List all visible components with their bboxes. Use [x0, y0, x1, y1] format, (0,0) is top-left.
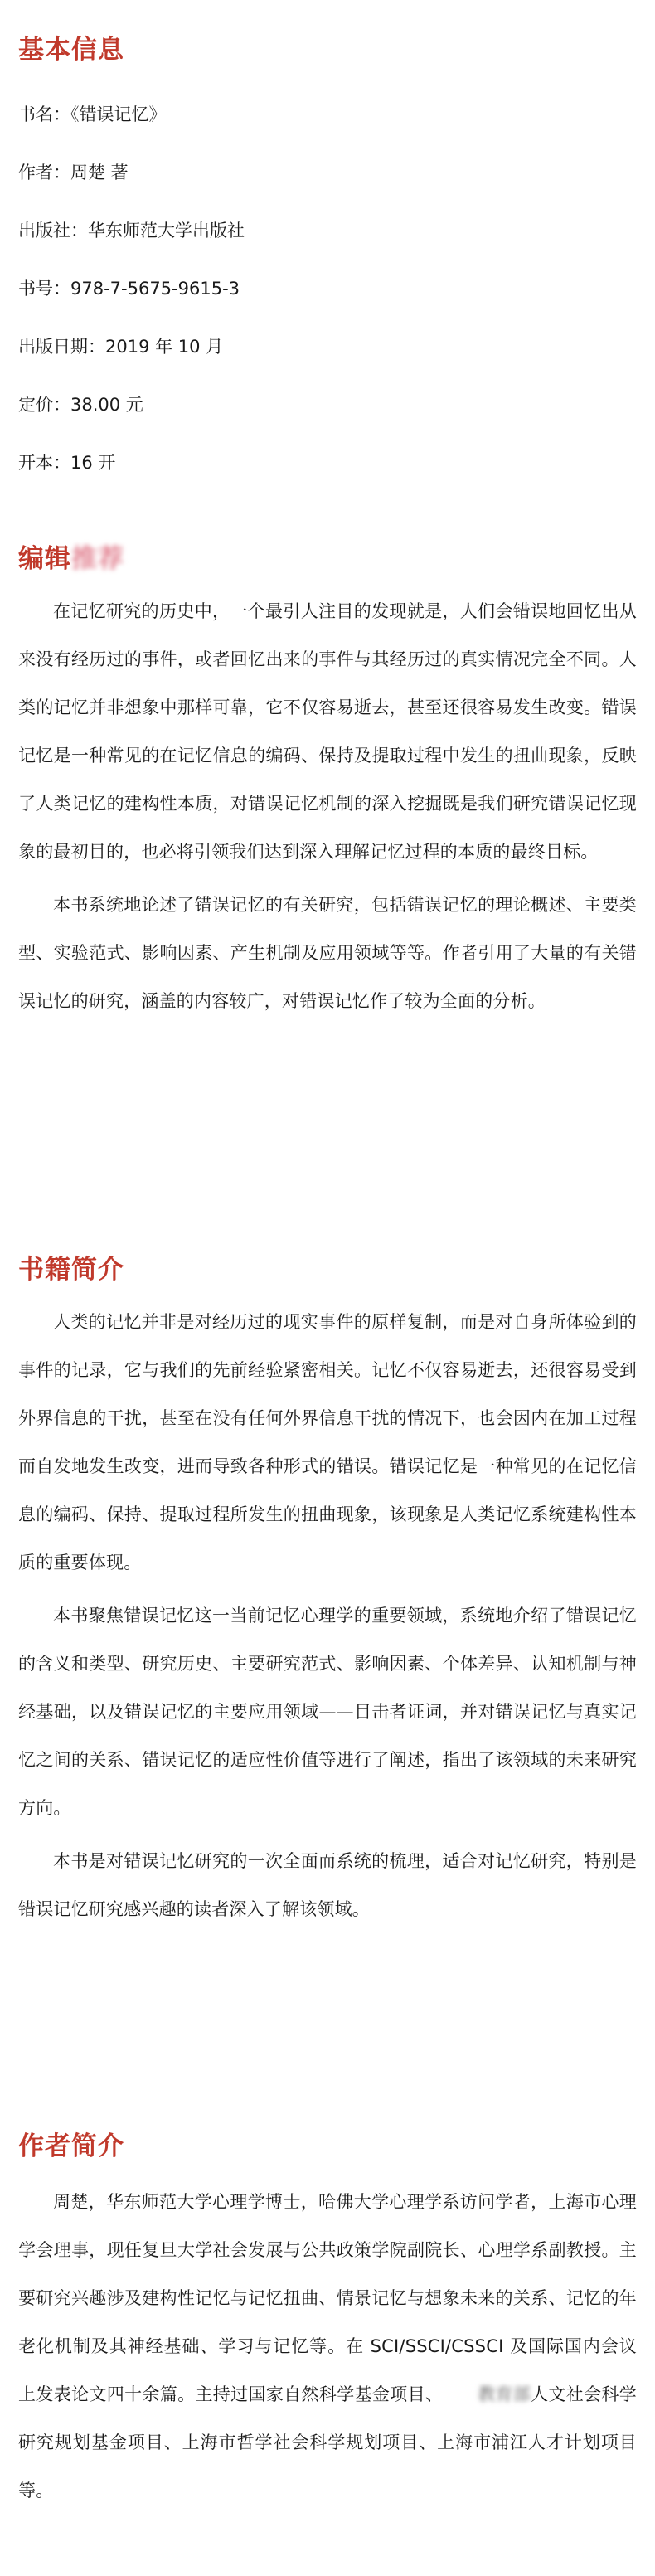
- author-section: [18, 2130, 637, 2520]
- author-text-part2: 人文社会科学研究规划基金项目、上海市哲学社会科学规划项目、上海市浦江人才计划项目等。: [18, 2384, 637, 2501]
- author-title: 作者简介: [18, 2131, 124, 2161]
- author-text-blurred: 教育部: [478, 2384, 531, 2404]
- summary-paragraph: 本书聚焦错误记忆这一当前记忆心理学的重要领域，系统地介绍了错误记忆的含义和类型、研究历史、主要研究范式、影响因素、个体差异、认知机制与神经基础，以及错误记忆的主要应用领域——目击者证词，并对错误记忆与真实记忆之间的关系、错误记忆的适应性价值等进行了阐述，指出了该领域的未来研究方向。: [18, 1606, 637, 1818]
- info-publisher: 出版社：华东师范大学出版社: [18, 221, 245, 241]
- info-isbn: 书号：978-7-5675-9615-3: [18, 279, 240, 299]
- summary-title: 书籍简介: [18, 1255, 124, 1285]
- editor-title: [18, 542, 637, 576]
- editor-title-text: 编辑: [18, 544, 71, 574]
- summary-section: [18, 1253, 637, 1938]
- editor-section: [18, 542, 637, 1030]
- info-format: 开本：16 开: [18, 453, 116, 473]
- info-price: 定价：38.00 元: [18, 395, 143, 415]
- summary-paragraph: 本书是对错误记忆研究的一次全面而系统的梳理，适合对记忆研究，特别是错误记忆研究感兴趣的读者深入了解该领域。: [18, 1851, 637, 1919]
- editor-title-blurred: 推荐: [71, 544, 124, 574]
- author-paragraph: [18, 2178, 637, 2515]
- info-pub-date: 出版日期：2019 年 10 月: [18, 337, 224, 357]
- editor-paragraph: 在记忆研究的历史中，一个最引人注目的发现就是，人们会错误地回忆出从来没有经历过的事件，或者回忆出来的事件与其经历过的真实情况完全不同。人类的记忆并非想象中那样可靠，它不仅容易逝去，甚至还很容易发生改变。错误记忆是一种常见的在记忆信息的编码、保持及提取过程中发生的扭曲现象，反映了人类记忆的建构性本质，对错误记忆机制的深入挖掘既是我们研究错误记忆现象的最初目的，也必将引领我们达到深入理解记忆过程的本质的最终目标。: [18, 601, 637, 862]
- summary-paragraph: 人类的记忆并非是对经历过的现实事件的原样复制，而是对自身所体验到的事件的记录，它与我们的先前经验紧密相关。记忆不仅容易逝去，还很容易受到外界信息的干扰，甚至在没有任何外界信息干扰的情况下，也会因内在加工过程而自发地发生改变，进而导致各种形式的错误。错误记忆是一种常见的在记忆信息的编码、保持、提取过程所发生的扭曲现象，该现象是人类记忆系统建构性本质的重要体现。: [18, 1312, 637, 1572]
- author-text-part1: 周楚，华东师范大学心理学博士，哈佛大学心理学系访问学者，上海市心理学会理事，现任复旦大学社会发展与公共政策学院副院长、心理学系副教授。主要研究兴趣涉及建构性记忆与记忆扭曲、情景记忆与想象未来的关系、记忆的年老化机制及其神经基础、学习与记忆等。在 SCI/SSCI/CSSCI 及国际国内会议上发表论文四十余篇。主持过国家自然科学基金项目、: [18, 2192, 637, 2404]
- editor-paragraph: 本书系统地论述了错误记忆的有关研究，包括错误记忆的理论概述、主要类型、实验范式、影响因素、产生机制及应用领域等等。作者引用了大量的有关错误记忆的研究，涵盖的内容较广，对错误记忆作了较为全面的分析。: [18, 895, 637, 1011]
- basic-info-section: [18, 33, 637, 509]
- basic-info-title: 基本信息: [18, 35, 124, 65]
- info-book-title: 书名：《错误记忆》: [18, 104, 167, 124]
- info-author: 作者：周楚 著: [18, 163, 129, 182]
